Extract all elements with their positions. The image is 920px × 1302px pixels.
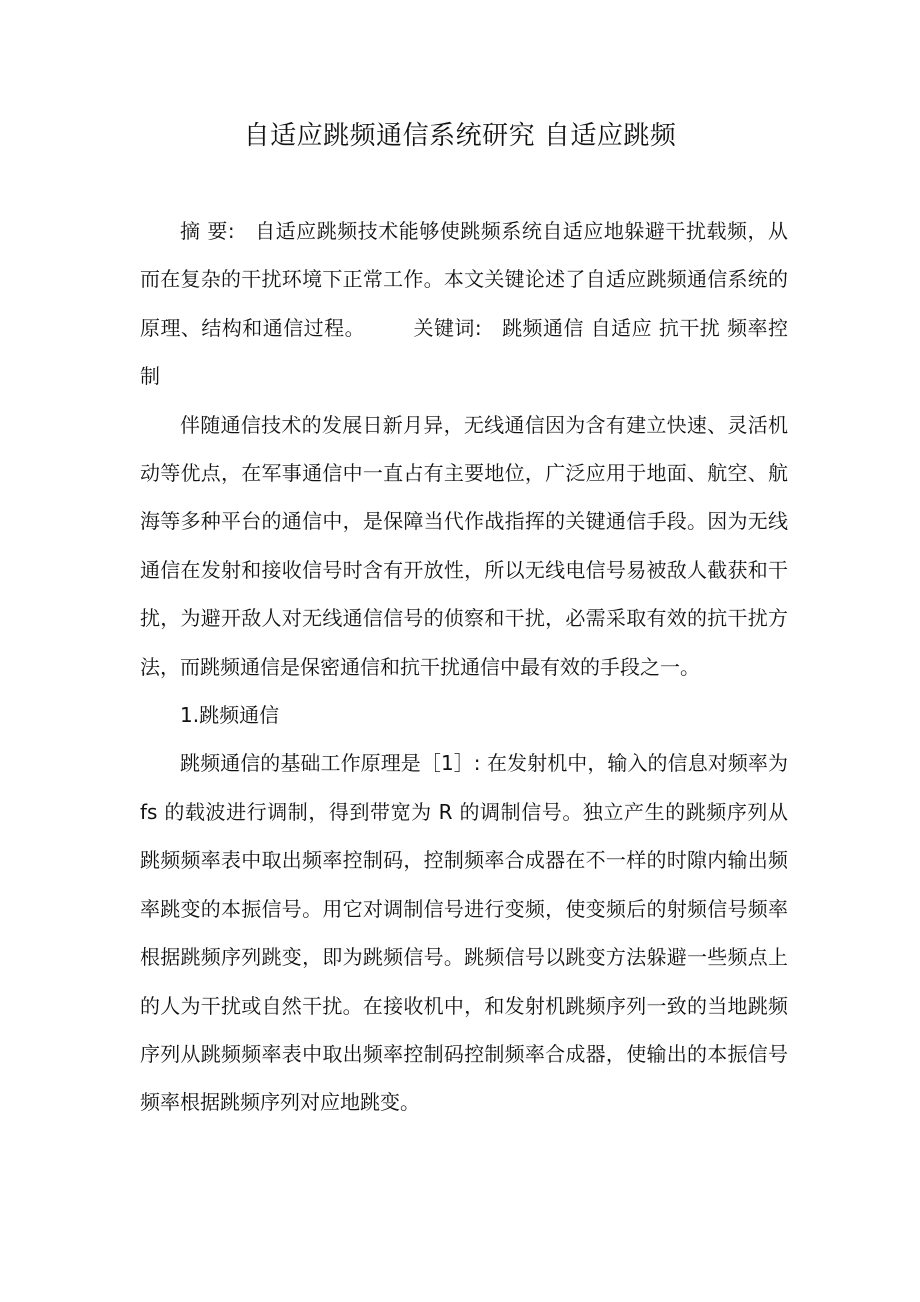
document-body: [140, 207, 788, 1127]
document-title: 自适应跳频通信系统研究 自适应跳频: [243, 121, 677, 151]
keywords-label: 关键词:: [413, 315, 482, 340]
abstract-paragraph: [140, 207, 788, 401]
section-paragraph: 跳频通信的基础工作原理是［1］: 在发射机中，输入的信息对频率为 fs 的载波进行调制，得到带宽为 R 的调制信号。独立产生的跳频序列从跳频频率表中取出频率控制码，控制频率合成器在不一样的时隙内输出频率跳变的本振信号。用它对调制信号进行变频，使变频后的射频信号频率根据跳频序列跳变，即为跳频信号。跳频信号以跳变方法躲避一些频点上的人为干扰或自然干扰。在接收机中，和发射机跳频序列一致的当地跳频序列从跳频频率表中取出频率控制码控制频率合成器，使输出的本振信号频率根据跳频序列对应地跳变。: [140, 751, 788, 1115]
abstract-label: 摘 要:: [180, 219, 235, 243]
intro-paragraph: 伴随通信技术的发展日新月异，无线通信因为含有建立快速、灵活机动等优点，在军事通信中一直占有主要地位，广泛应用于地面、航空、航海等多种平台的通信中，是保障当代作战指挥的关键通信手段。因为无线通信在发射和接收信号时含有开放性，所以无线电信号易被敌人截获和干扰，为避开敌人对无线通信信号的侦察和干扰，必需采取有效的抗干扰方法，而跳频通信是保密通信和抗干扰通信中最有效的手段之一。: [140, 412, 788, 679]
section-heading: 1.跳频通信: [180, 703, 280, 728]
keywords-text: 跳频通信 自适应 抗干扰 频率控制: [140, 315, 788, 389]
abstract-text: 自适应跳频技术能够使跳频系统自适应地躲避干扰载频，从而在复杂的干扰环境下正常工作。本文关键论述了自适应跳频通信系统的原理、结构和通信过程。: [140, 219, 788, 340]
